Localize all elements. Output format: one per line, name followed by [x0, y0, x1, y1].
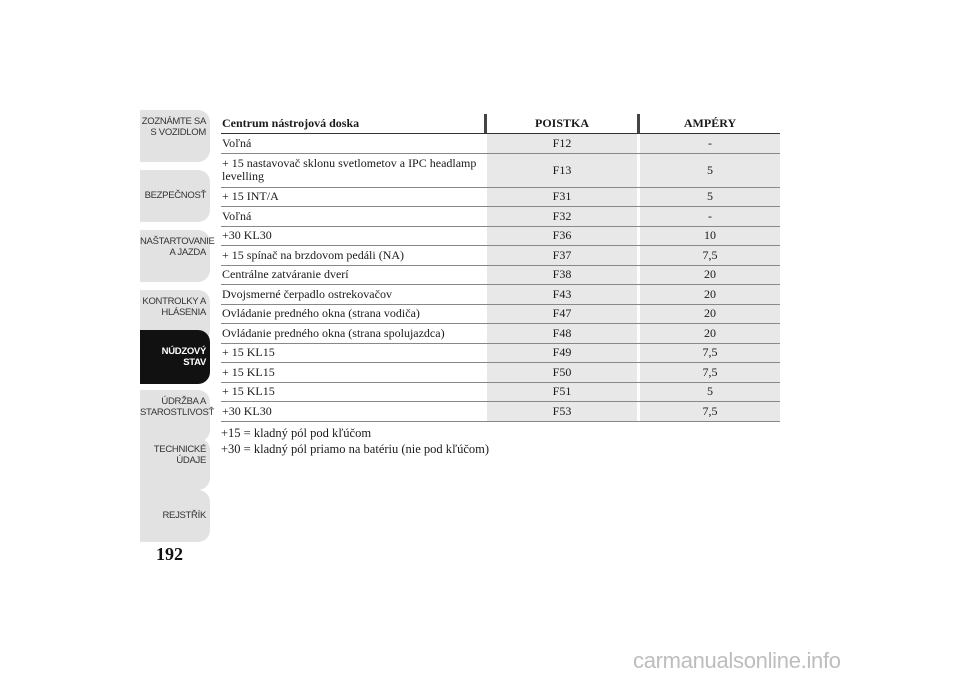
tab-label: REJSTŘÍK [162, 510, 206, 521]
fuse-number-text: F53 [552, 403, 572, 418]
tab-zoznamte-sa-s-vozidlom[interactable] [140, 110, 210, 162]
fuse-number-text: F31 [552, 189, 572, 204]
fuse-number-text: F37 [552, 247, 572, 262]
tab-label: ZOZNÁMTE SA S VOZIDLOM [141, 116, 206, 138]
fuse-amperage-text: 20 [704, 325, 716, 340]
tab-label: TECHNICKÉ ÚDAJE [153, 444, 206, 466]
tab-udrzba-a-starostlivost[interactable] [140, 390, 215, 442]
fuse-description [221, 266, 484, 285]
table-row [221, 154, 780, 188]
footnotes [221, 425, 489, 457]
fuse-description [221, 134, 484, 153]
fuse-amperage [640, 363, 780, 382]
fuse-amperage-text: 7,5 [702, 345, 718, 360]
fuse-number [484, 363, 640, 382]
tab-label: KONTROLKY A HLÁSENIA [142, 296, 206, 318]
fuse-description [221, 227, 484, 246]
tab-bezpecnost[interactable] [140, 170, 210, 222]
fuse-description-text: +30 KL30 [222, 403, 272, 418]
fuse-description-text: + 15 KL15 [222, 345, 275, 360]
fuse-number [484, 207, 640, 226]
fuse-number-text: F32 [552, 208, 572, 223]
fuse-amperage-text: 20 [704, 286, 716, 301]
fuse-amperage-text: 7,5 [702, 403, 718, 418]
fuse-description-text: +30 KL30 [222, 228, 272, 243]
fuse-description-text: Dvojsmerné čerpadlo ostrekovačov [222, 286, 392, 301]
fuse-description-text: + 15 KL15 [222, 384, 275, 399]
fuse-description [221, 324, 484, 343]
fuse-description-text: + 15 INT/A [222, 189, 279, 204]
table-row [221, 246, 780, 266]
fuse-amperage [640, 402, 780, 421]
fuse-amperage [640, 285, 780, 304]
fuse-description [221, 305, 484, 324]
fuse-number-text: F36 [552, 228, 572, 243]
fuse-description [221, 188, 484, 207]
header-amps: AMPÉRY [640, 114, 780, 133]
table-row [221, 305, 780, 325]
fuse-description [221, 402, 484, 421]
table-row [221, 285, 780, 305]
fuse-amperage-text: - [708, 208, 712, 223]
fuse-description-text: Ovládanie predného okna (strana spolujazdca) [222, 325, 445, 340]
fuse-description-text: Voľná [222, 208, 252, 223]
fuse-number [484, 134, 640, 153]
fuse-number [484, 246, 640, 265]
fuse-number-text: F50 [552, 364, 572, 379]
fuse-amperage-text: - [708, 135, 712, 150]
fuse-amperage [640, 207, 780, 226]
fuse-description [221, 363, 484, 382]
fuse-amperage-text: 5 [707, 162, 713, 177]
fuse-description-text: Voľná [222, 135, 252, 150]
table-row [221, 383, 780, 403]
fuse-number [484, 402, 640, 421]
tab-nastartovanie-a-jazda[interactable] [140, 230, 215, 282]
table-row [221, 324, 780, 344]
fuse-amperage [640, 134, 780, 153]
tab-label: BEZPEČNOSŤ [144, 190, 206, 201]
footnote-plus30: +30 = kladný pól priamo na batériu (nie pod kľúčom) [221, 442, 490, 456]
fuse-amperage-text: 7,5 [702, 364, 718, 379]
fuse-description [221, 383, 484, 402]
footnote-plus15: +15 = kladný pól pod kľúčom [221, 426, 372, 440]
fuse-amperage-text: 10 [704, 228, 716, 243]
table-row [221, 227, 780, 247]
fuse-description [221, 246, 484, 265]
fuse-amperage [640, 383, 780, 402]
fuse-number [484, 324, 640, 343]
header-fuse: POISTKA [484, 114, 640, 133]
fuse-amperage-text: 20 [704, 267, 716, 282]
fuse-number [484, 154, 640, 187]
fuse-number-text: F38 [552, 267, 572, 282]
fuse-number-text: F49 [552, 345, 572, 360]
fuse-number [484, 344, 640, 363]
tab-technicke-udaje[interactable] [140, 438, 210, 490]
fuse-number-text: F51 [552, 384, 572, 399]
tab-label: NÚDZOVÝ STAV [161, 346, 206, 368]
fuse-number-text: F12 [552, 135, 572, 150]
fuse-number [484, 266, 640, 285]
header-location: Centrum nástrojová doska [222, 116, 360, 130]
fuse-description-text: + 15 KL15 [222, 364, 275, 379]
fuse-description [221, 207, 484, 226]
table-row [221, 344, 780, 364]
table-row [221, 363, 780, 383]
fuse-table [221, 114, 780, 422]
fuse-amperage-text: 5 [707, 189, 713, 204]
table-header [221, 114, 780, 134]
fuse-description-text: Centrálne zatváranie dverí [222, 267, 349, 282]
fuse-amperage [640, 324, 780, 343]
page-number: 192 [156, 544, 183, 564]
fuse-description-text: + 15 spínač na brzdovom pedáli (NA) [222, 247, 405, 262]
table-row [221, 207, 780, 227]
tab-label: ÚDRŽBA A STAROSTLIVOSŤ [140, 396, 215, 418]
table-row [221, 402, 780, 422]
fuse-amperage-text: 5 [707, 384, 713, 399]
fuse-number [484, 227, 640, 246]
fuse-description-text: Ovládanie predného okna (strana vodiča) [222, 306, 420, 321]
fuse-amperage [640, 266, 780, 285]
tab-label: NAŠTARTOVANIE A JAZDA [140, 236, 215, 258]
fuse-description [221, 344, 484, 363]
fuse-amperage [640, 227, 780, 246]
watermark: carmanualsonline.info [633, 648, 841, 673]
fuse-description [221, 154, 484, 187]
tab-nudzovy-stav[interactable] [140, 330, 210, 384]
table-body [221, 134, 780, 422]
fuse-number [484, 383, 640, 402]
table-row [221, 188, 780, 208]
fuse-number-text: F48 [552, 325, 572, 340]
fuse-description-text: + 15 nastavovač sklonu svetlometov a IPC headlamp levelling [222, 156, 477, 183]
fuse-amperage [640, 246, 780, 265]
fuse-description [221, 285, 484, 304]
fuse-number [484, 188, 640, 207]
fuse-amperage [640, 344, 780, 363]
tab-rejstrik[interactable] [140, 490, 210, 542]
fuse-number [484, 305, 640, 324]
table-row [221, 134, 780, 154]
table-row [221, 266, 780, 286]
fuse-amperage [640, 154, 780, 187]
fuse-number-text: F47 [552, 306, 572, 321]
fuse-number-text: F43 [552, 286, 572, 301]
fuse-number-text: F13 [552, 162, 572, 177]
fuse-amperage-text: 20 [704, 306, 716, 321]
fuse-amperage-text: 7,5 [702, 247, 718, 262]
fuse-number [484, 285, 640, 304]
fuse-amperage [640, 305, 780, 324]
fuse-amperage [640, 188, 780, 207]
